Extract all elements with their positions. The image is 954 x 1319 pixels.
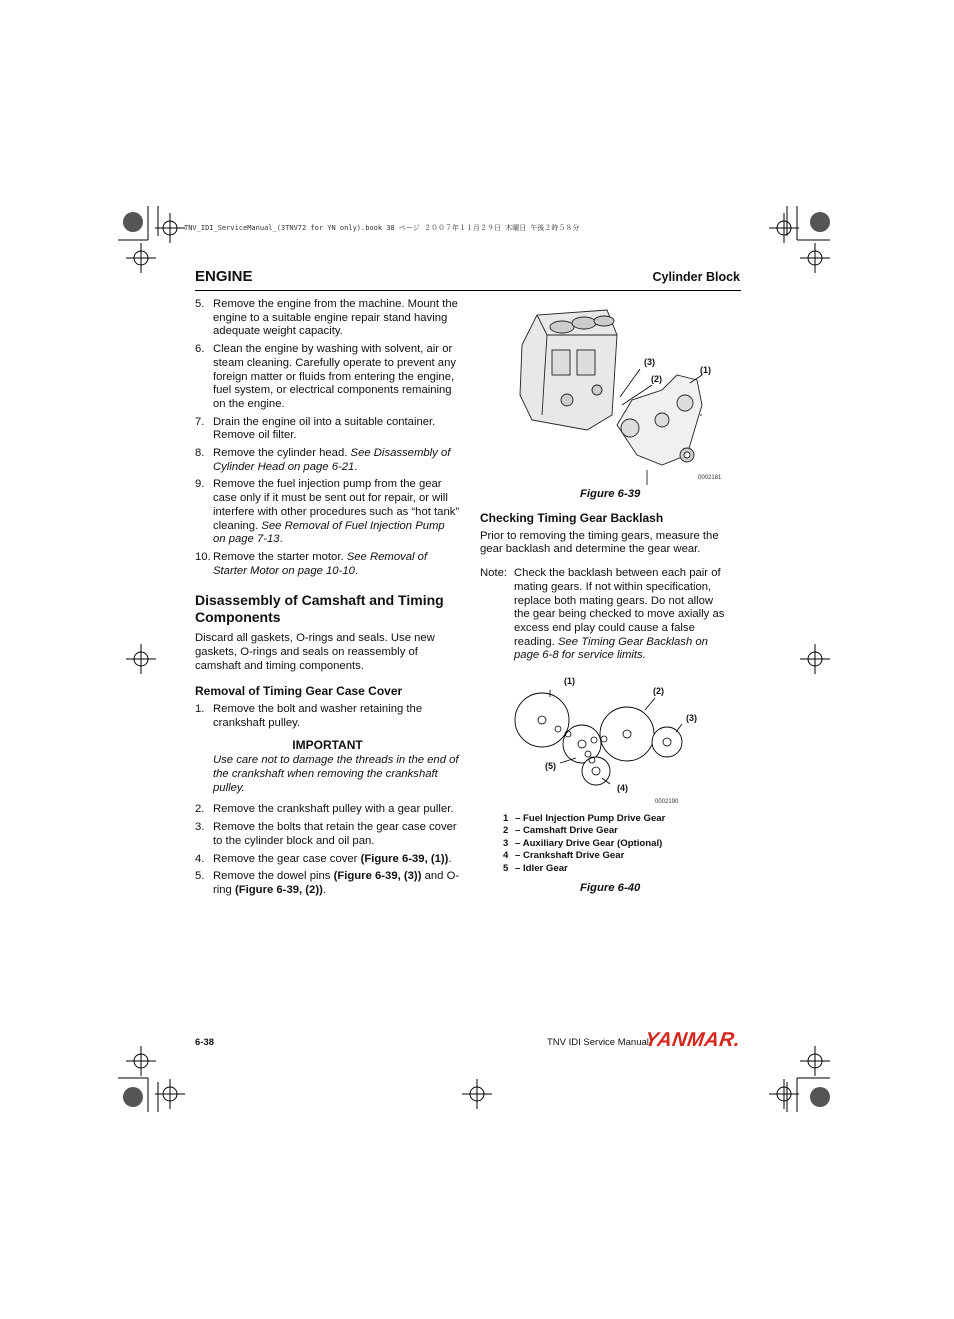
important-title: IMPORTANT [292, 737, 363, 752]
section-title: Disassembly of Camshaft and Timing Components [195, 592, 444, 626]
step-7: 7. Drain the engine oil into a suitable container. Remove oil filter. [195, 415, 436, 442]
right-column-text [480, 512, 725, 663]
step-4: 4. Remove the gear case cover (Figure 6-39, (1)). [195, 852, 452, 865]
figure-callout: (5) [545, 761, 556, 771]
figure-code: 0002181 [698, 475, 722, 481]
legend-item: 5 – Idler Gear [503, 862, 568, 874]
page-number: 6-38 [195, 1037, 215, 1048]
important-text: Use care not to damage the threads in the end of the crankshaft when removing the crankshaft pulley. [213, 754, 459, 794]
manual-title: TNV IDI Service Manual [547, 1037, 649, 1048]
cross-reference[interactable]: See Removal of Starter Motor on page 10-10 [213, 550, 428, 577]
figure-caption: Figure 6-40 [580, 882, 641, 894]
step-10: 10. Remove the starter motor. See Removal of Starter Motor on page 10-10. [195, 550, 428, 577]
figure-callout: (3) [644, 357, 655, 367]
figure-6-40-gear-diagram [510, 688, 690, 798]
backlash-paragraph: Prior to removing the timing gears, measure the gear backlash and determine the gear wear. [480, 529, 719, 556]
step-9: 9. Remove the fuel injection pump from the gear case only if it must be sent out for repair, or will interfere with other procedures such as “hot tank” cleaning. See Removal of Fuel Injection Pump on page 7-13. [195, 478, 460, 546]
figure-code: 0002190 [655, 799, 679, 805]
cross-reference[interactable]: See Timing Gear Backlash on page 6-8 for service limits. [514, 635, 708, 662]
topic-header: Cylinder Block [652, 270, 740, 284]
section-paragraph: Discard all gaskets, O-rings and seals. Use new gaskets, O-rings and seals on reassembly of camshaft and timing components. [195, 632, 435, 672]
legend-item: 2 – Camshaft Drive Gear [503, 825, 618, 837]
figure-legend [503, 813, 665, 875]
header-rule [195, 290, 741, 291]
step-5: 5. Remove the engine from the machine. Mount the engine to a suitable engine repair stand having adequate weight capacity. [195, 298, 458, 338]
cross-reference[interactable]: See Removal of Fuel Injection Pump on page 7-13 [213, 519, 445, 546]
subsection-title: Checking Timing Gear Backlash [480, 511, 664, 525]
legend-item: 3 – Auxiliary Drive Gear (Optional) [503, 837, 663, 849]
section-header: ENGINE [195, 268, 253, 285]
yanmar-logo: YANMAR. [643, 1029, 742, 1051]
subsection-title: Removal of Timing Gear Case Cover [195, 684, 403, 699]
figure-callout: (2) [653, 686, 664, 696]
legend-item: 1 – Fuel Injection Pump Drive Gear [503, 813, 666, 824]
figure-reference[interactable]: (Figure 6-39, (1)) [360, 852, 449, 865]
figure-callout: (4) [617, 783, 628, 793]
figure-reference[interactable]: (Figure 6-39, (2)) [234, 883, 323, 896]
cross-reference[interactable]: See Disassembly of Cylinder Head on page 6-21 [213, 447, 451, 473]
step-5b: 5. Remove the dowel pins (Figure 6-39, (3)) and O-ring (Figure 6-39, (2)). [195, 870, 460, 896]
left-column [195, 298, 460, 902]
step-6: 6. Clean the engine by washing with solvent, air or steam cleaning. Carefully operate to prevent any foreign matter or fluids from entering the engine, fuel system, or electrical components remaining on the engine. [195, 343, 457, 410]
figure-callout: (1) [564, 676, 575, 686]
legend-item: 4 – Crankshaft Drive Gear [503, 850, 625, 862]
figure-6-39-engine-drawing [512, 305, 727, 487]
figure-reference[interactable]: (Figure 6-39, (3)) [333, 870, 422, 883]
step-8: 8. Remove the cylinder head. See Disassembly of Cylinder Head on page 6-21. [195, 447, 451, 473]
figure-callout: (3) [686, 713, 697, 723]
step-2: 2. Remove the crankshaft pulley with a gear puller. [195, 803, 454, 816]
figure-caption: Figure 6-39 [580, 488, 641, 500]
note: Note: Check the backlash between each pair of mating gears. If not within specification, replace both mating gears. Do not allow the gear being checked to move axially as excess end play could cause a false reading. See Timing Gear Backlash on page 6-8 for service limits. [480, 567, 725, 662]
figure-callout: (2) [651, 374, 662, 384]
print-info-line: TNV_IDI_ServiceManual_(3TNV72 for YN only).book 38 ページ ２００７年１１月２９日 木曜日 午後２時５８分 [184, 224, 580, 232]
step-1: 1. Remove the bolt and washer retaining the crankshaft pulley. [195, 703, 423, 729]
figure-callout: (1) [700, 365, 711, 375]
step-3: 3. Remove the bolts that retain the gear case cover to the cylinder block and oil pan. [195, 821, 457, 847]
